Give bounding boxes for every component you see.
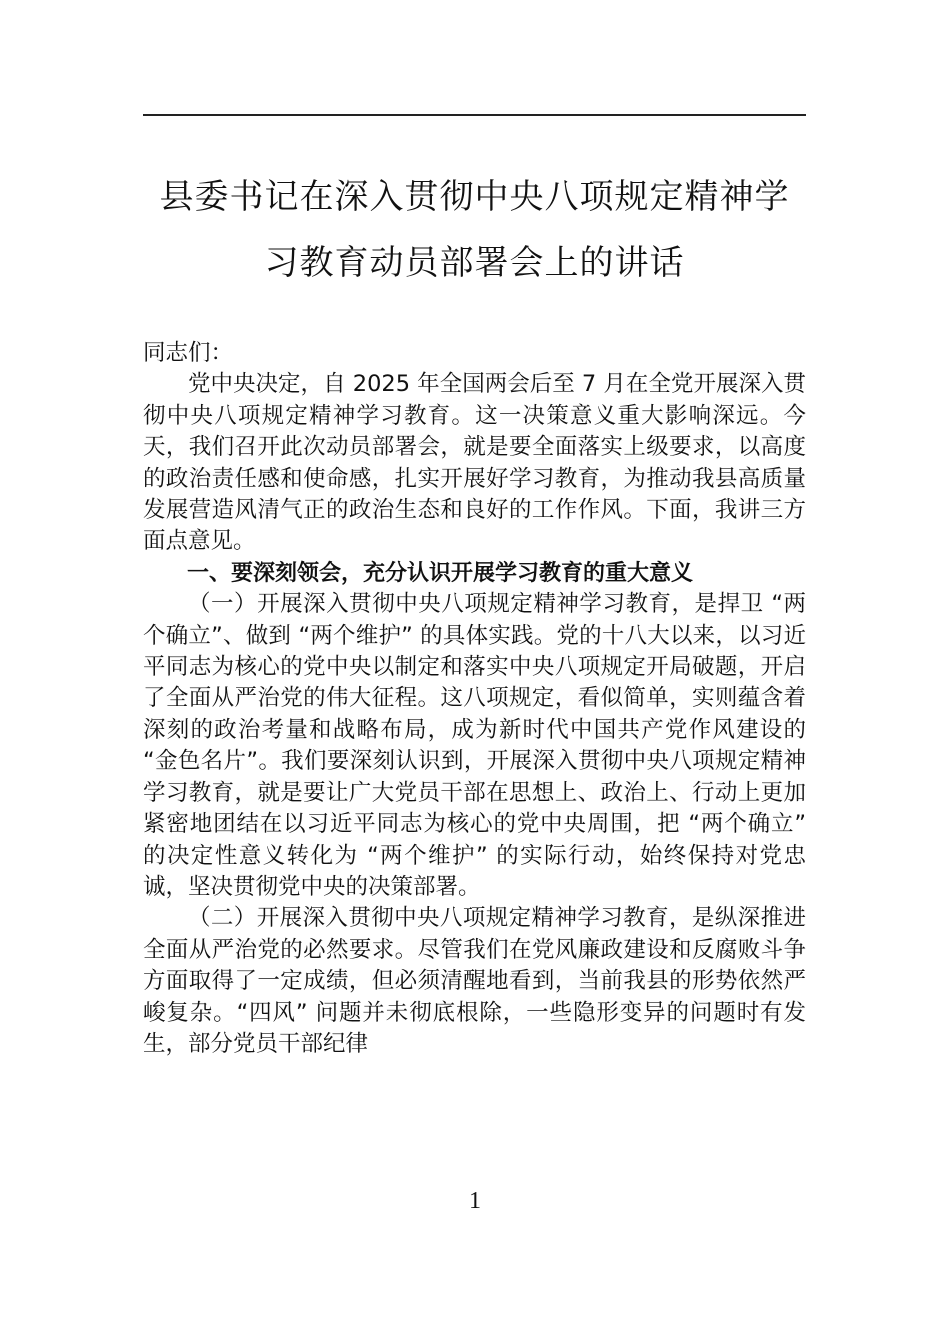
section-heading-1: 一、要深刻领会，充分认识开展学习教育的重大意义 [187,560,694,586]
header-rule [143,114,806,116]
paragraph-point-1: （一）开展深入贯彻中央八项规定精神学习教育，是捍卫 “两个确立”、做到 “两个维护” 的具体实践。党的十八大以来，以习近平同志为核心的党中央以制定和落实中央八项规定开局破题，开启了全面从严治党的伟大征程。这八项规定，看似简单，实则蕴含着深刻的政治考量和战略布局，成为新时代中国共产党作风建设的 “金色名片”。我们要深刻认识到，开展深入贯彻中央八项规定精神学习教育，就是要让广大党员干部在思想上、政治上、行动上更加紧密地团结在以习近平同志为核心的党中央周围，把 “两个确立” 的决定性意义转化为 “两个维护” 的实际行动，始终保持对党忠诚，坚决贯彻党中央的决策部署。 [143,591,806,900]
page-number: 1 [469,1188,481,1214]
paragraph-intro: 党中央决定，自 2025 年全国两会后至 7 月在全党开展深入贯彻中央八项规定精神学习教育。这一决策意义重大影响深远。今天，我们召开此次动员部署会，就是要全面落实上级要求，以高度的政治责任感和使命感，扎实开展好学习教育，为推动我县高质量发展营造风清气正的政治生态和良好的工作作风。下面，我讲三方面点意见。 [143,371,806,555]
salutation: 同志们： [143,340,234,366]
paragraph-point-2: （二）开展深入贯彻中央八项规定精神学习教育，是纵深推进全面从严治党的必然要求。尽管我们在党风廉政建设和反腐败斗争方面取得了一定成绩，但必须清醒地看到，当前我县的形势依然严峻复杂。“四风” 问题并未彻底根除，一些隐形变异的问题时有发生，部分党员干部纪律 [143,905,806,1057]
title-line-1: 县委书记在深入贯彻中央八项规定精神学 [159,177,790,217]
document-body [143,338,806,1060]
document-title [143,164,806,296]
title-line-2: 习教育动员部署会上的讲话 [264,243,685,283]
